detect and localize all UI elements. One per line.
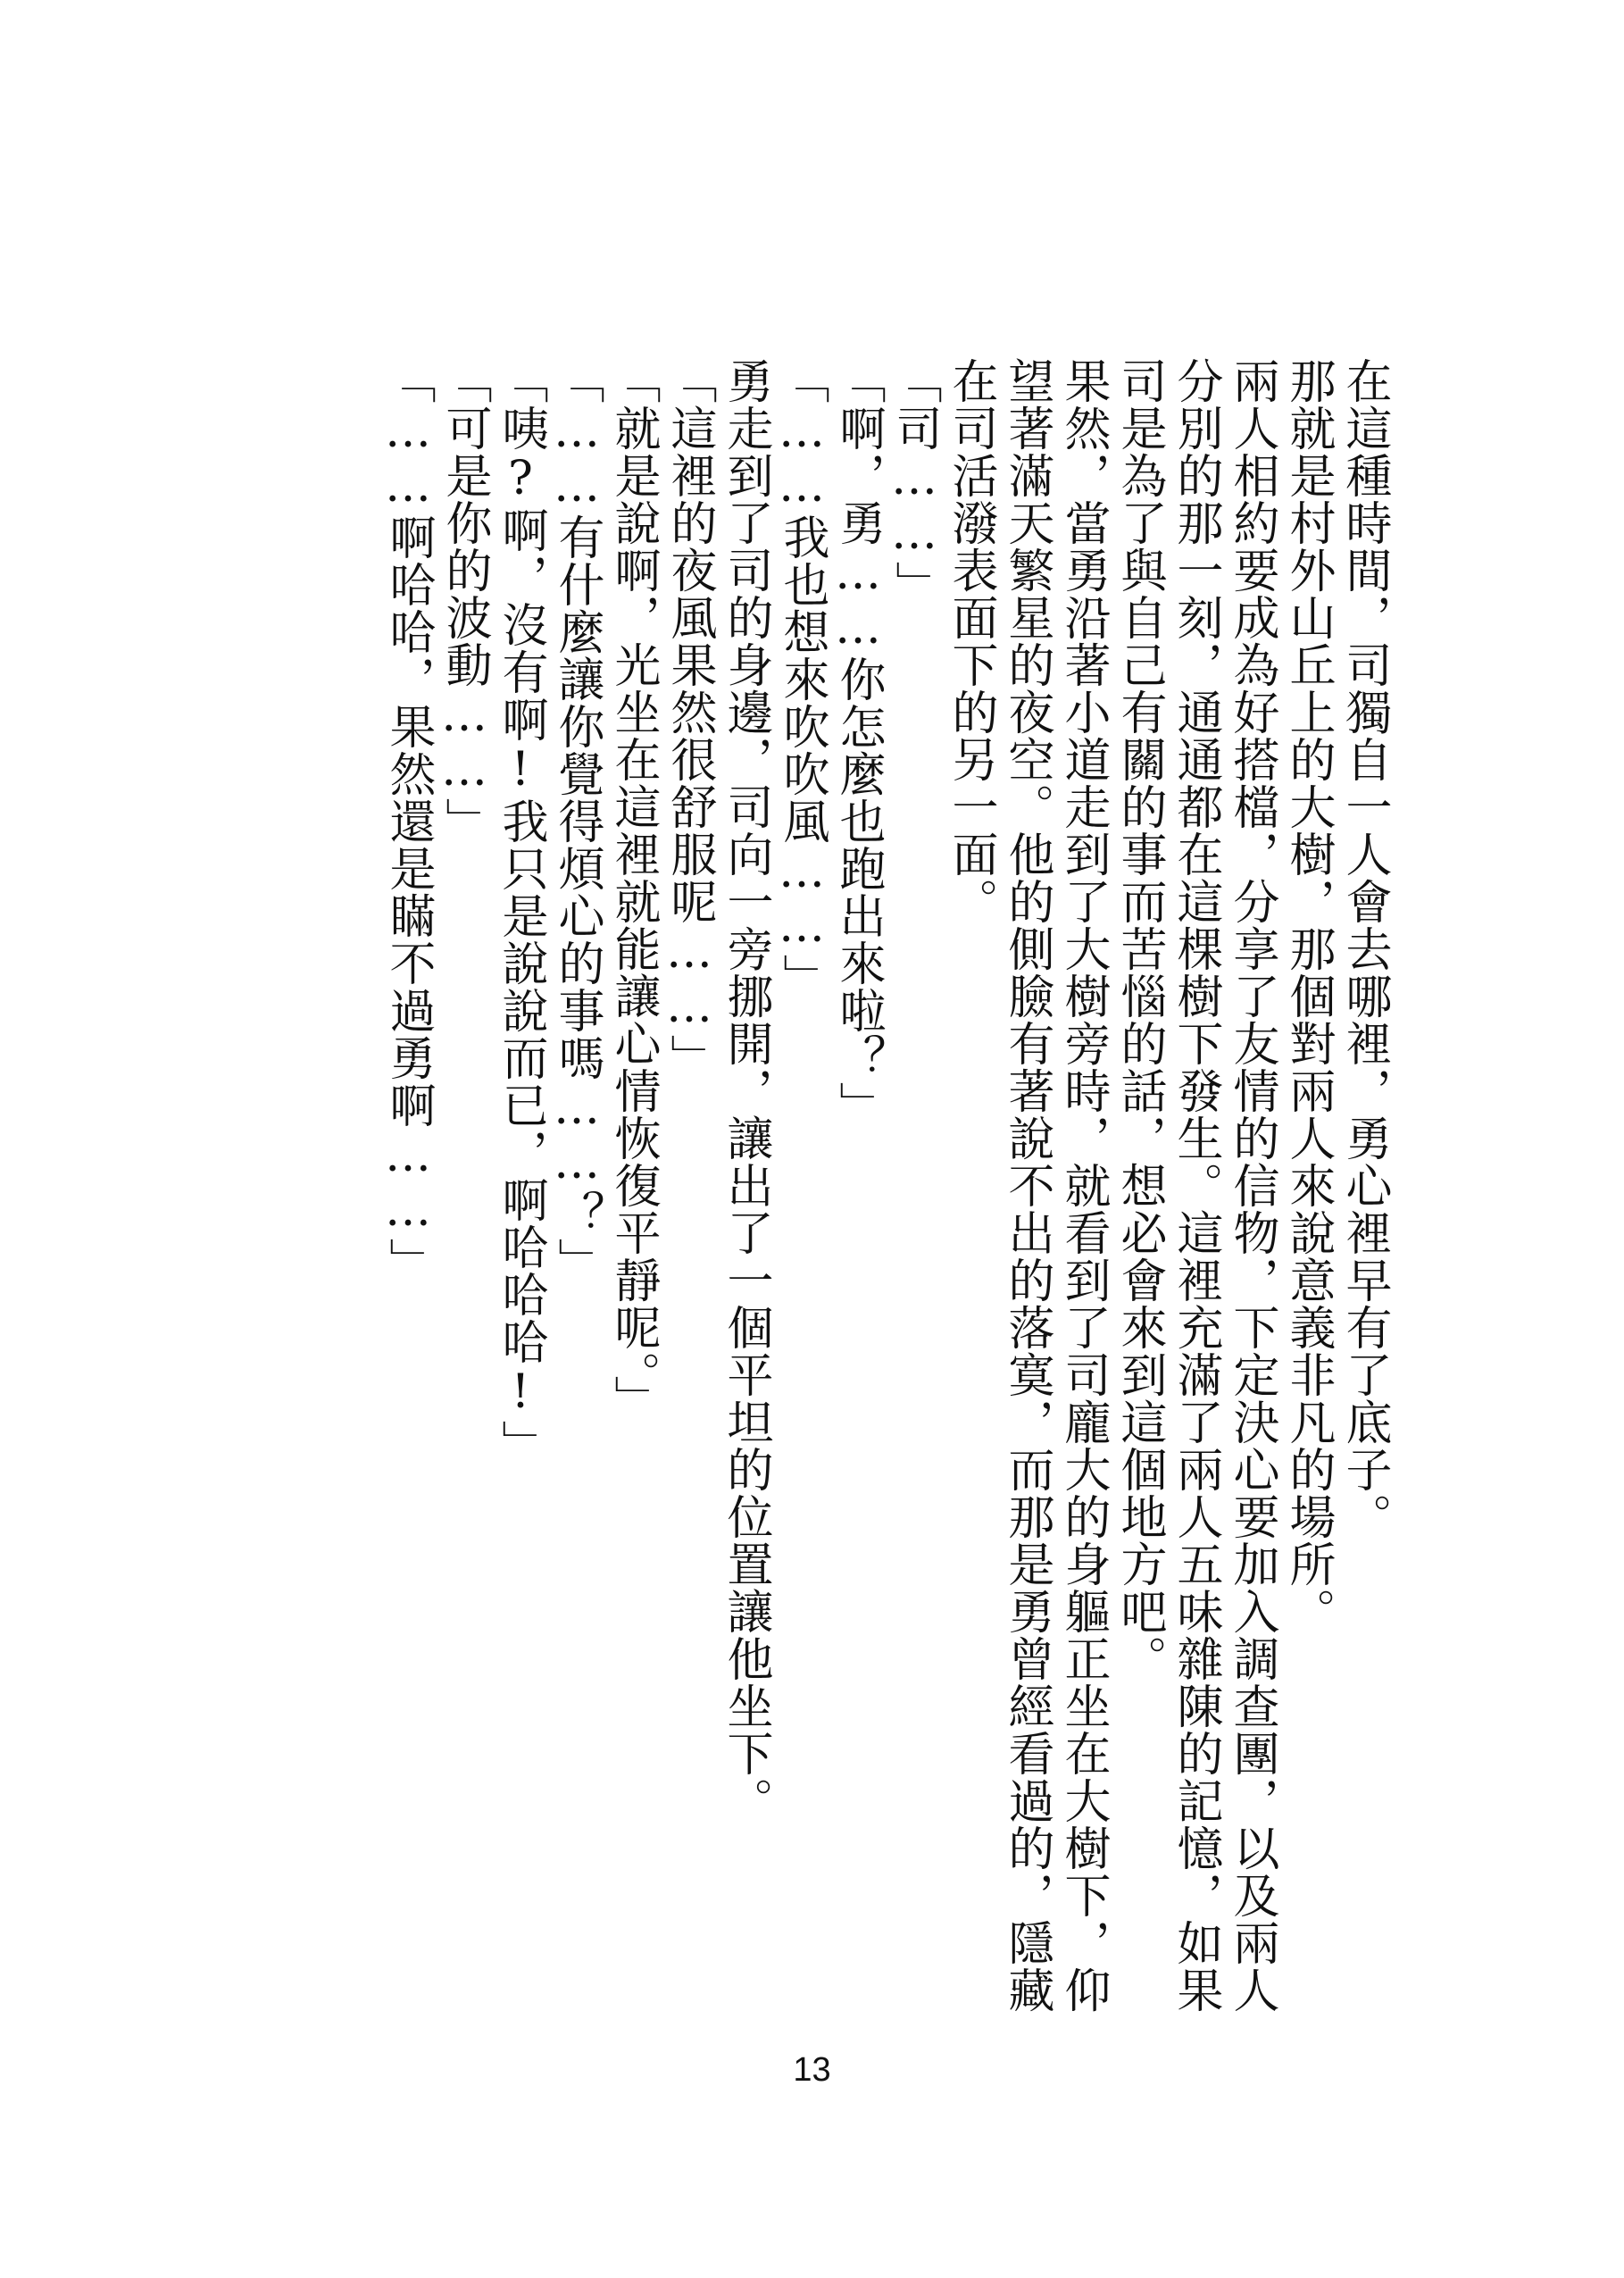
narration-paragraph: 那就是村外山丘上的大樹，那個對兩人來說意義非凡的場所。: [1281, 357, 1335, 1635]
dialogue-line: 「司……」: [887, 357, 941, 608]
dialogue-line: 「啊，勇……你怎麼也跑出來啦？」: [831, 357, 885, 1129]
narration-paragraph: 勇走到了司的身邊，司向一旁挪開，讓出了一個平坦的位置讓他坐下。: [719, 357, 772, 1824]
narration-paragraph: 果然，當勇沿著小道走到了大樹旁時，就看到了司龐大的身軀正坐在大樹下，仰望著滿天繁星的夜空。他的側臉有著說不出的落寞，而那是勇曾經看過的，隱藏在司活潑表面下的另一面。: [944, 357, 1110, 2014]
dialogue-line: 「可是你的波動……」: [437, 357, 491, 845]
dialogue-line: 「這裡的夜風果然很舒服呢……」: [662, 357, 716, 1081]
dialogue-line: 「就是說啊，光坐在這裡就能讓心情恢復平靜呢。」: [606, 357, 660, 1423]
dialogue-line: 「……我也想來吹吹風……」: [775, 357, 829, 1001]
page-number: 13: [793, 2051, 831, 2089]
dialogue-line: 「……有什麼讓你覺得煩心的事嗎……？」: [550, 357, 604, 1285]
dialogue-line: 「……啊哈哈，果然還是瞞不過勇啊……」: [381, 357, 435, 1285]
dialogue-line: 「咦?啊，沒有啊!我只是說說而已，啊哈哈哈!」: [494, 357, 547, 1467]
narration-paragraph: 兩人相約要成為好搭檔，分享了友情的信物，下定決心要加入調查團，以及兩人分別的那一刻，通通都在這棵樹下發生。這裡充滿了兩人五味雜陳的記憶，如果司是為了與自己有關的事而苦惱的話，想必會來到這個地方吧。: [1112, 357, 1278, 2014]
narration-paragraph: 在這種時間，司獨自一人會去哪裡，勇心裡早有了底子。: [1337, 357, 1391, 1540]
vertical-text-body: [231, 357, 1392, 2036]
